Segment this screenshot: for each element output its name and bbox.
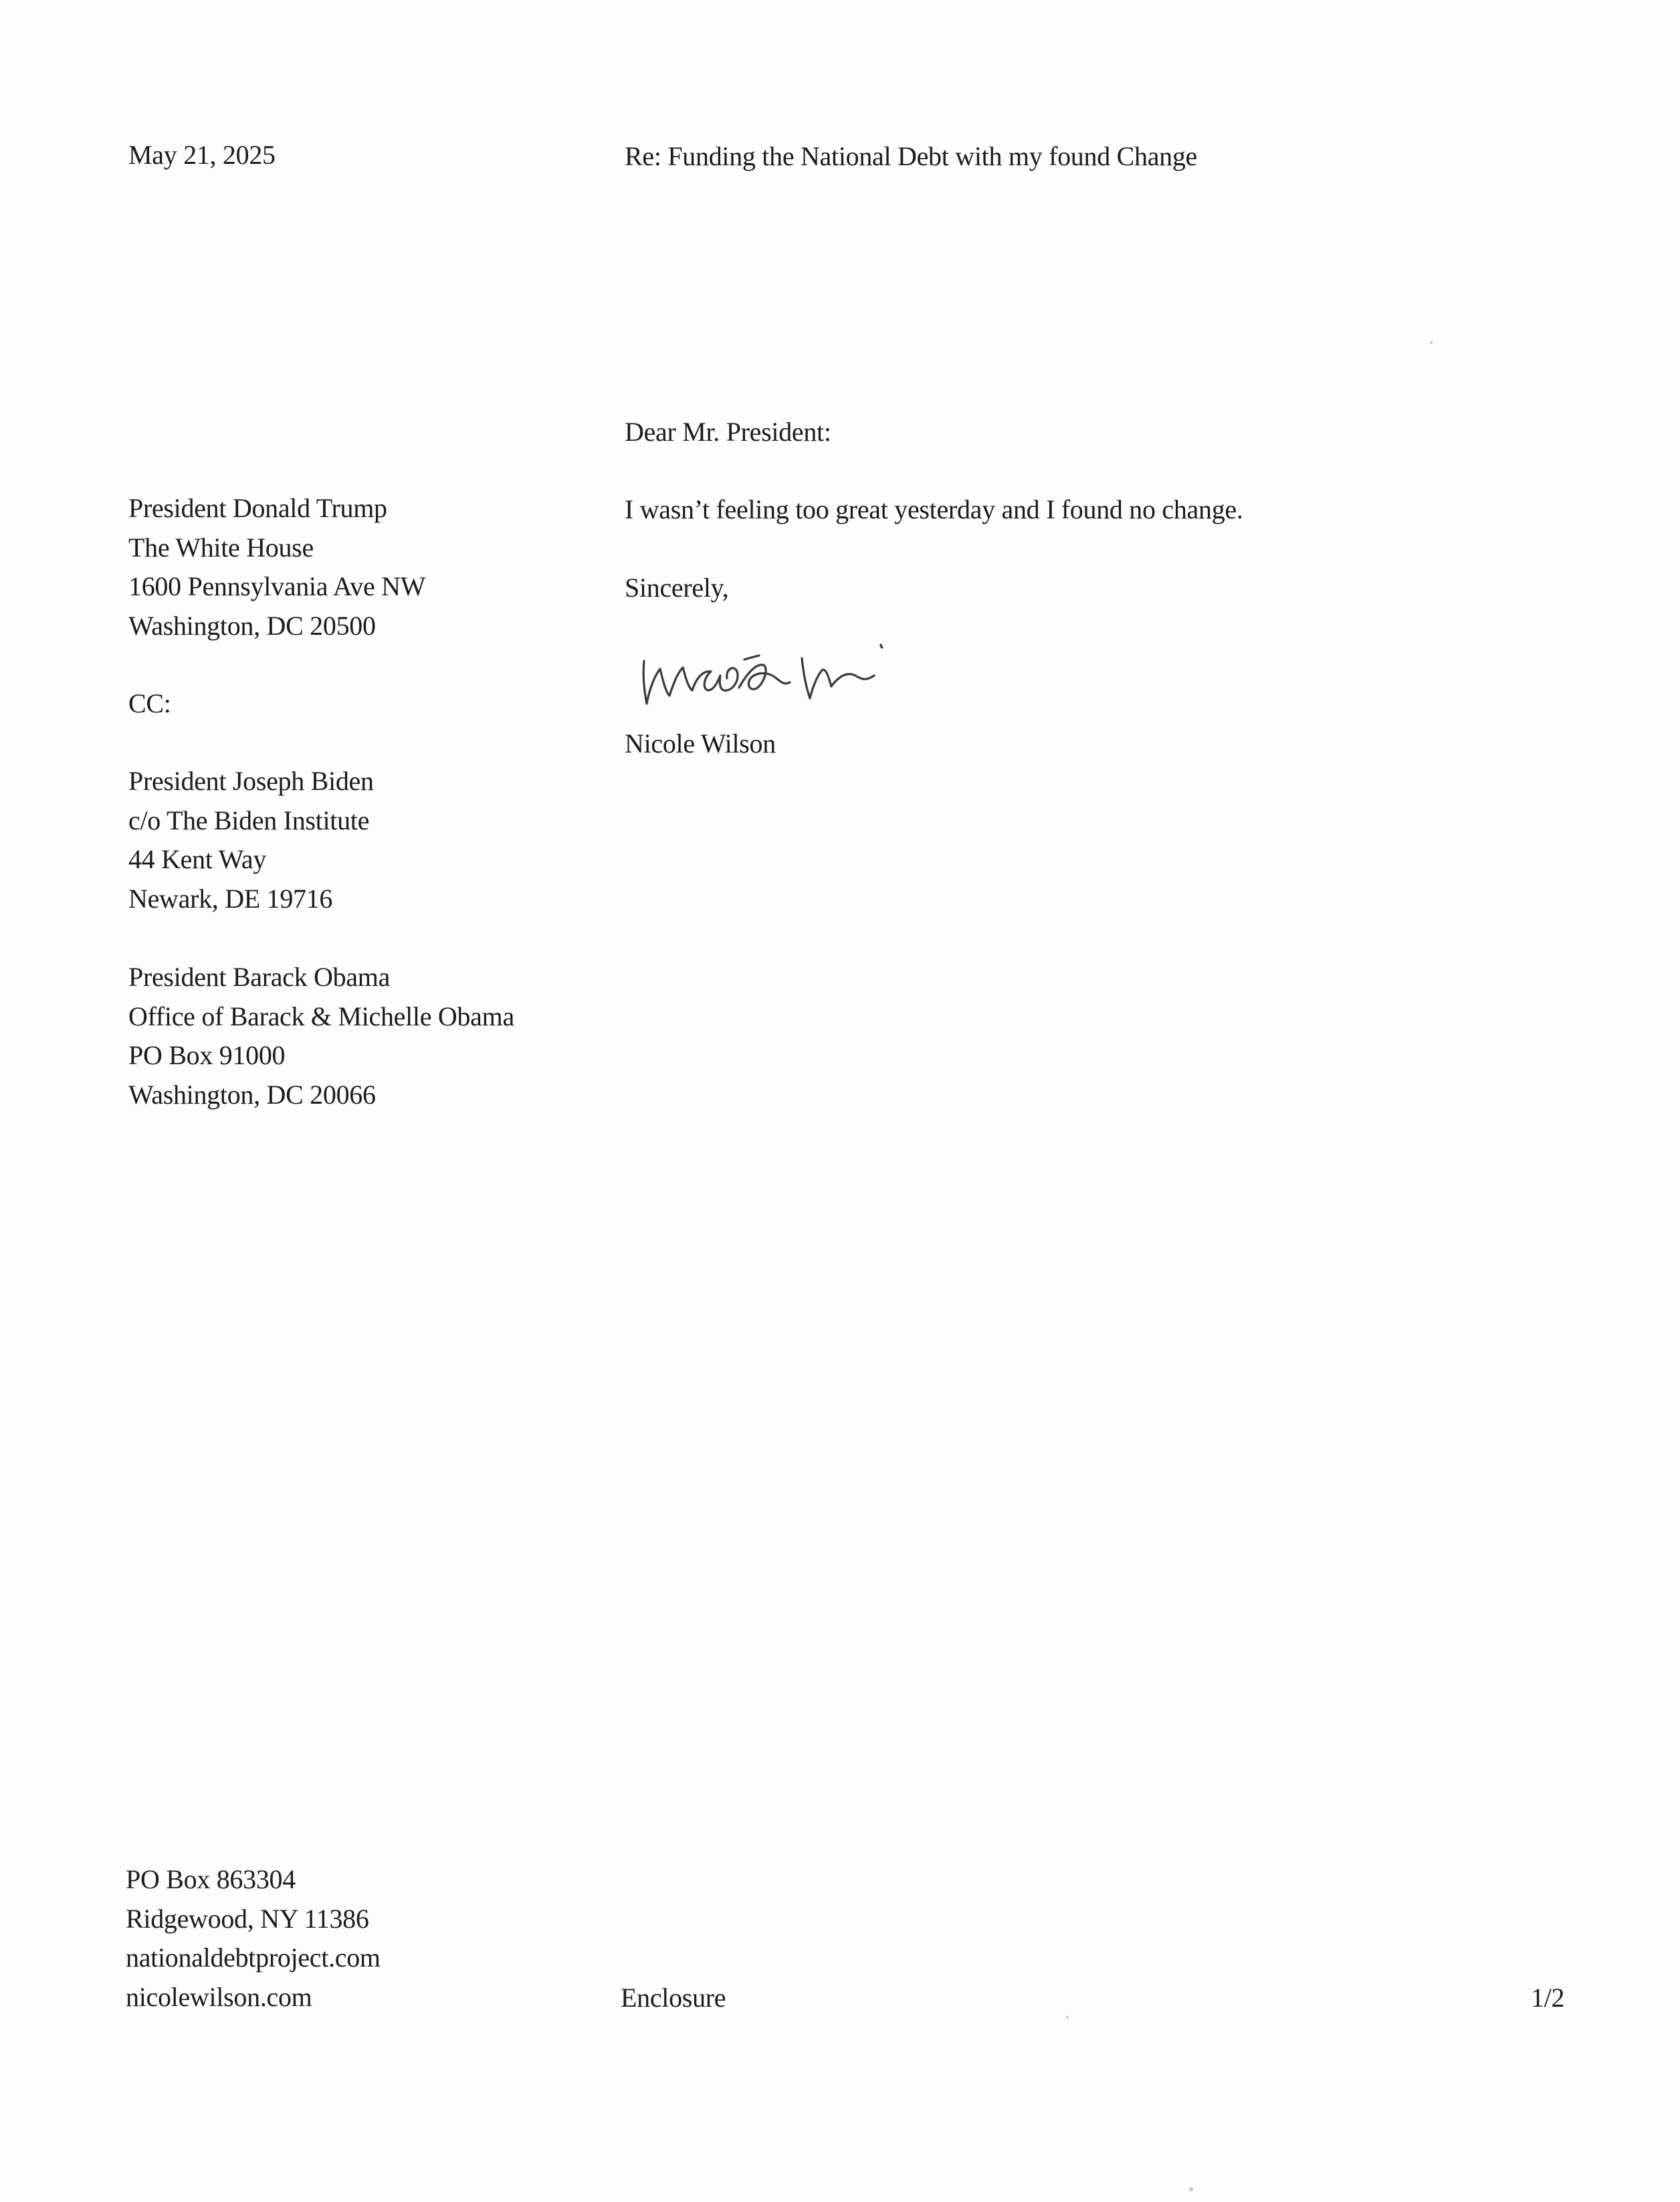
recipient-address — [128, 489, 425, 645]
closing: Sincerely, — [625, 573, 729, 603]
recipient-name: President Donald Trump — [128, 493, 387, 523]
cc-label: CC: — [128, 688, 171, 718]
sender-city: Ridgewood, NY 11386 — [126, 1903, 369, 1934]
signer-name: Nicole Wilson — [625, 728, 776, 759]
salutation: Dear Mr. President: — [625, 417, 831, 447]
sender-website-project: nationaldebtproject.com — [126, 1942, 381, 1973]
paper-speck — [1430, 341, 1433, 344]
recipient-city: Washington, DC 20500 — [128, 610, 376, 641]
cc-recipient-name: President Joseph Biden — [128, 766, 374, 796]
cc-recipient-biden — [128, 762, 374, 918]
cc-recipient-street: 44 Kent Way — [128, 844, 267, 874]
letter-body: I wasn’t feeling too great yesterday and I found no change. — [625, 494, 1243, 524]
page-number: 1/2 — [1531, 1983, 1565, 2013]
cc-recipient-city: Washington, DC 20066 — [128, 1079, 376, 1110]
sender-address — [126, 1860, 381, 2017]
recipient-organization: The White House — [128, 532, 314, 563]
sender-street: PO Box 863304 — [126, 1864, 296, 1894]
cc-recipient-street: PO Box 91000 — [128, 1040, 286, 1070]
cc-recipient-obama — [128, 958, 514, 1114]
letter-date: May 21, 2025 — [128, 140, 276, 170]
cc-recipient-city: Newark, DE 19716 — [128, 883, 333, 914]
cc-recipient-name: President Barack Obama — [128, 962, 391, 992]
cc-recipient-organization: c/o The Biden Institute — [128, 805, 370, 835]
letter-subject: Re: Funding the National Debt with my found Change — [625, 141, 1197, 171]
recipient-street: 1600 Pennsylvania Ave NW — [128, 571, 426, 601]
paper-speck — [1066, 2016, 1069, 2019]
paper-speck — [1189, 2187, 1193, 2191]
signature-image — [632, 629, 953, 716]
enclosure-note: Enclosure — [621, 1983, 726, 2013]
cc-recipient-organization: Office of Barack & Michelle Obama — [128, 1001, 514, 1031]
sender-website-personal: nicolewilson.com — [126, 1981, 312, 2012]
